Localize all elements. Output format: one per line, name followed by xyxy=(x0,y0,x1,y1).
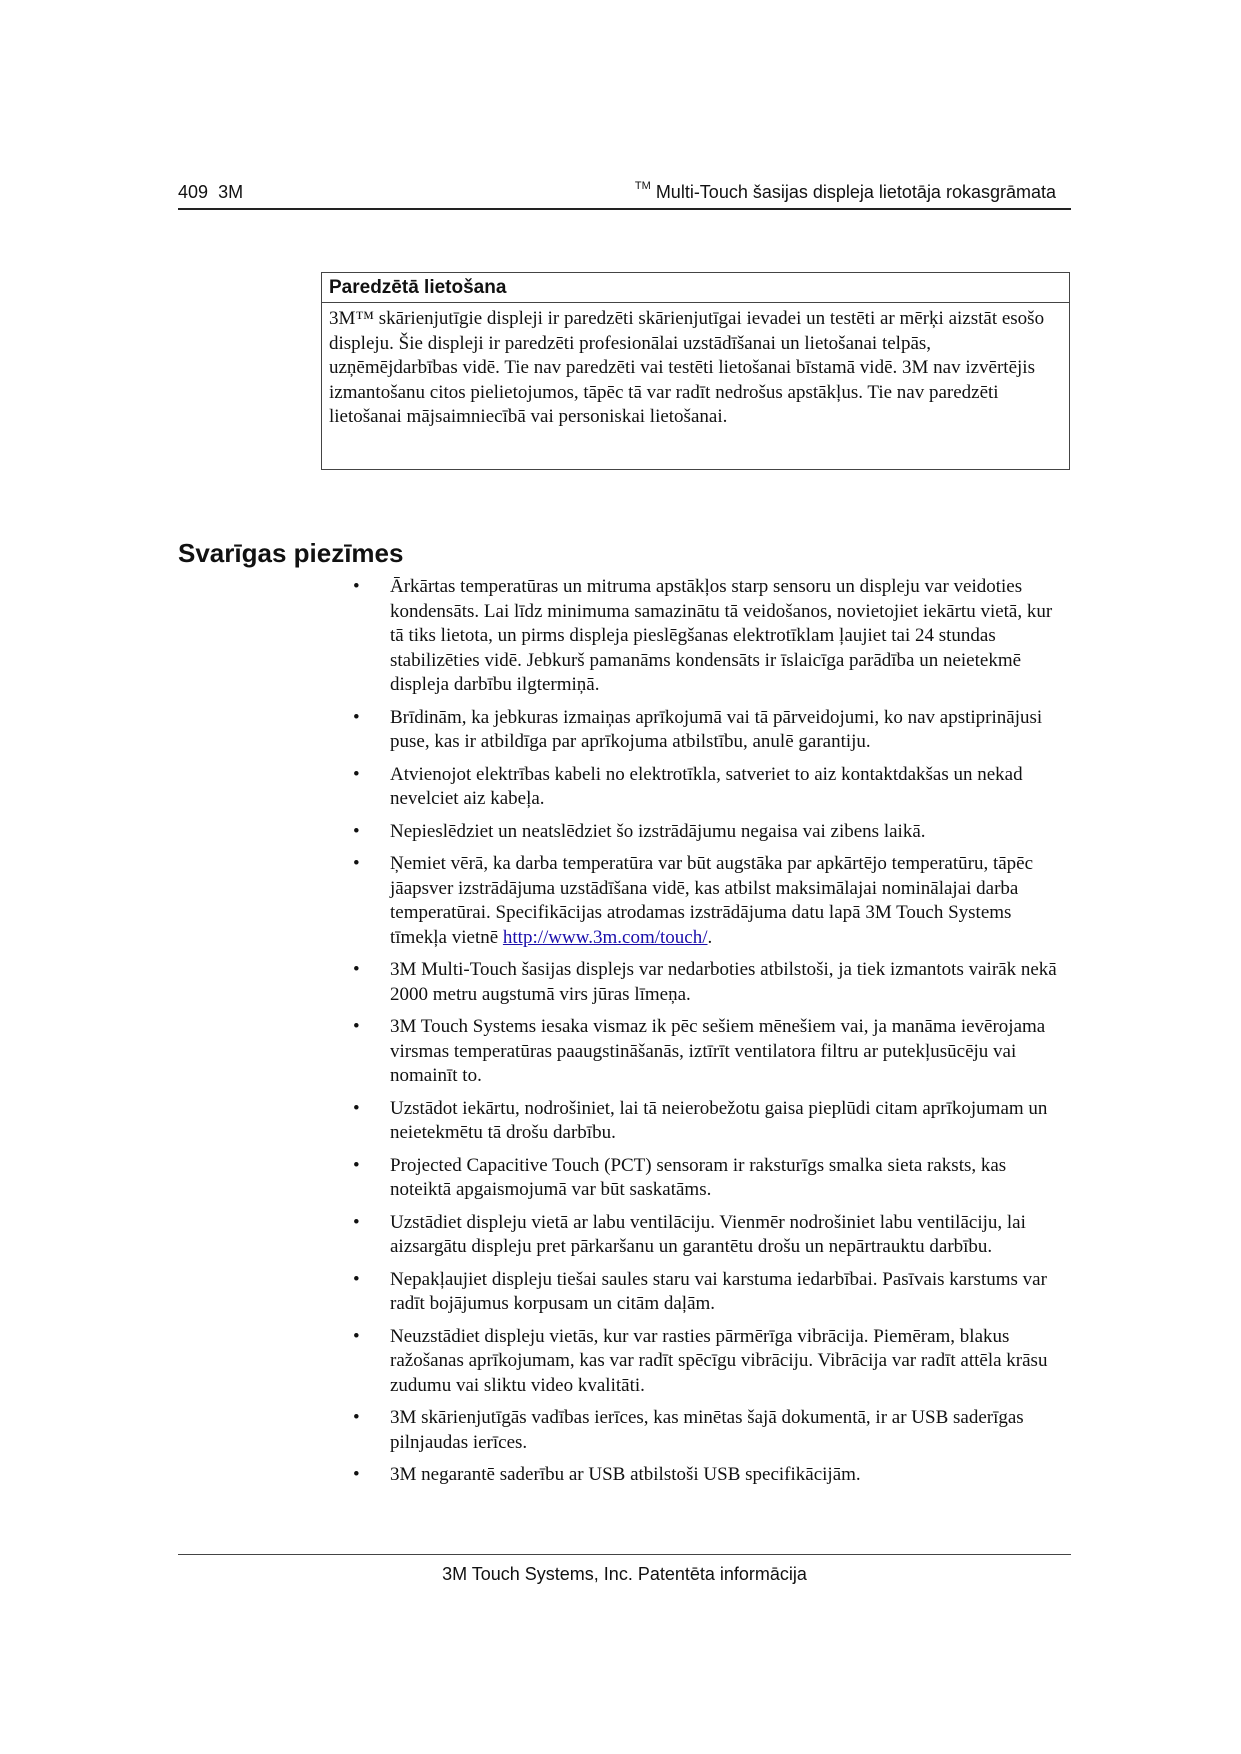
bullet-icon: • xyxy=(353,1464,360,1485)
bullet-icon: • xyxy=(353,853,360,874)
list-item-text xyxy=(390,576,1052,695)
list-item xyxy=(350,1325,1065,1399)
list-item-text xyxy=(390,959,1057,1005)
list-item xyxy=(350,820,1065,845)
footer-divider xyxy=(178,1554,1071,1555)
bullet-icon: • xyxy=(353,576,360,597)
list-item-text xyxy=(390,853,1033,948)
list-item-text xyxy=(390,1407,1024,1453)
intended-use-box xyxy=(321,272,1070,470)
list-item-body: Ņemiet vērā, ka darba temperatūra var būt augstāka par apkārtējo temperatūru, tāpēc jāapsver izstrādājuma uzstādīšana vidē, kas atbilst maksimālajai nominālajai darba temperatūrai. Specifikācijas atrodamas izstrādājuma datu lapā 3M Touch Systems tīmekļa vietnē xyxy=(390,853,1034,948)
list-item xyxy=(350,958,1065,1007)
intended-use-body: 3M™ skārienjutīgie displeji ir paredzēti skārienjutīgai ievadei un testēti ar mērķi aizstāt esošo displeju. Šie displeji ir paredzēti profesionālai uzstādīšanai un lietošanai telpās, uzņēmējdarbības vidē. Tie nav paredzēti vai testēti lietošanai bīstamā vidē. 3M nav izvērtējis izmantošanu citos pielietojumos, tāpēc tā var radīt nedrošus apstākļus. Tie nav paredzēti lietošanai mājsaimniecībā vai personiskai lietošanai. xyxy=(329,308,1045,427)
list-item xyxy=(350,1406,1065,1455)
list-item-body: Nepakļaujiet displeju tiešai saules staru vai karstuma iedarbībai. Pasīvais karstums var radīt bojājumus korpusam un citām daļām. xyxy=(390,1268,1047,1314)
list-item-body: Ārkārtas temperatūras un mitruma apstākļos starp sensoru un displeju var veidoties kondensāts. Lai līdz minimuma samazinātu tā veidošanos, novietojiet iekārtu vietā, kur tā tiks lietota, un pirms displeja pieslēgšanas elektrotīklam ļaujiet tai 24 stundas stabilizēties vidē. Jebkurš pamanāms kondensāts ir īslaicīga parādība un neietekmē displeja darbību ilgtermiņā. xyxy=(390,576,1053,695)
bullet-icon: • xyxy=(353,820,360,842)
bullet-icon: • xyxy=(353,1325,360,1347)
header-left xyxy=(178,182,243,203)
bullet-icon: • xyxy=(353,1097,360,1119)
list-item xyxy=(350,763,1065,812)
list-item-text xyxy=(390,1464,861,1485)
list-item xyxy=(350,1268,1065,1317)
list-item xyxy=(350,1015,1065,1089)
list-item-body: Uzstādot iekārtu, nodrošiniet, lai tā neierobežotu gaisa pieplūdi citam aprīkojumam un neietekmētu tā drošu darbību. xyxy=(390,1097,1048,1143)
list-item-body: Brīdinām, ka jebkuras izmaiņas aprīkojumā vai tā pārveidojumi, ko nav apstiprinājusi puse, kas ir atbildīga par aprīkojuma atbilstību, anulē garantiju. xyxy=(390,706,1043,752)
list-item-body: Nepieslēdziet un neatslēdziet šo izstrādājumu negaisa vai zibens laikā. xyxy=(390,820,926,842)
list-item-body: Atvienojot elektrības kabeli no elektrotīkla, satveriet to aiz kontaktdakšas un nekad nevelciet aiz kabeļa. xyxy=(390,763,1023,809)
trademark-mark: TM xyxy=(634,180,651,192)
bullet-icon: • xyxy=(353,763,360,785)
list-item-body: 3M skārienjutīgās vadības ierīces, kas minētas šajā dokumentā, ir ar USB saderīgas pilnjaudas ierīces. xyxy=(390,1407,1024,1453)
bullet-icon: • xyxy=(353,1268,360,1290)
list-item-text xyxy=(390,764,1023,810)
bullet-icon: • xyxy=(353,706,360,728)
list-item-body: Uzstādiet displeju vietā ar labu ventilāciju. Vienmēr nodrošiniet labu ventilāciju, lai aizsargātu displeju pret pārkaršanu un garantētu drošu un nepārtrauktu darbību. xyxy=(390,1211,1026,1257)
list-item-text xyxy=(390,1212,1026,1258)
list-item xyxy=(350,1097,1065,1146)
list-item xyxy=(350,706,1065,755)
list-item-text xyxy=(390,1269,1047,1315)
touch-website-link[interactable]: http://www.3m.com/touch/ xyxy=(502,926,708,948)
list-item-text xyxy=(390,1326,1047,1396)
list-item-text xyxy=(390,1098,1047,1144)
bullet-icon: • xyxy=(353,1016,360,1037)
bullet-icon: • xyxy=(353,1407,360,1428)
bullet-icon: • xyxy=(353,1211,360,1233)
list-item xyxy=(350,1211,1065,1260)
list-item-body: 3M negarantē saderību ar USB atbilstoši USB specifikācijām. xyxy=(390,1464,861,1485)
bullet-icon: • xyxy=(353,959,360,980)
bullet-icon: • xyxy=(353,1154,360,1176)
page-number: 409 xyxy=(178,182,209,202)
list-item-body: Neuzstādiet displeju vietās, kur var rasties pārmērīga vibrācija. Piemēram, blakus ražošanas aprīkojumam, kas var radīt spēcīgu vibrāciju. Vibrācija var radīt attēla krāsu zudumu vai sliktu video kvalitāti. xyxy=(390,1325,1048,1396)
page-header xyxy=(178,178,1071,210)
intended-use-title: Paredzētā lietošana xyxy=(322,273,1069,303)
header-right xyxy=(635,182,1056,203)
list-item-text xyxy=(390,1016,1045,1086)
section-title: Svarīgas piezīmes xyxy=(178,538,404,568)
list-item xyxy=(350,1154,1065,1203)
list-item-body: 3M Touch Systems iesaka vismaz ik pēc sešiem mēnešiem vai, ja manāma ievērojama virsmas temperatūras paaugstināšanās, iztīrīt ventilatora filtru ar putekļusūcēju vai nomainīt to. xyxy=(390,1016,1046,1086)
list-item-text xyxy=(390,821,926,842)
list-item xyxy=(350,852,1065,950)
list-item-tail: . xyxy=(707,926,713,948)
list-item-text xyxy=(390,707,1042,753)
list-item xyxy=(350,575,1065,698)
list-item-text xyxy=(390,1155,1006,1201)
list-item-body: 3M Multi-Touch šasijas displejs var nedarboties atbilstoši, ja tiek izmantots vairāk nekā 2000 metru augstumā virs jūras līmeņa. xyxy=(390,959,1057,1005)
page-footer: 3M Touch Systems, Inc. Patentēta informācija xyxy=(442,1564,807,1584)
list-item xyxy=(350,1463,1065,1488)
important-notes-list xyxy=(350,575,1065,1496)
list-item-body: Projected Capacitive Touch (PCT) sensoram ir raksturīgs smalka sieta raksts, kas noteiktā apgaismojumā var būt saskatāms. xyxy=(390,1154,1007,1200)
header-brand: 3M xyxy=(218,182,244,202)
document-title: Multi-Touch šasijas displeja lietotāja rokasgrāmata xyxy=(655,182,1056,202)
